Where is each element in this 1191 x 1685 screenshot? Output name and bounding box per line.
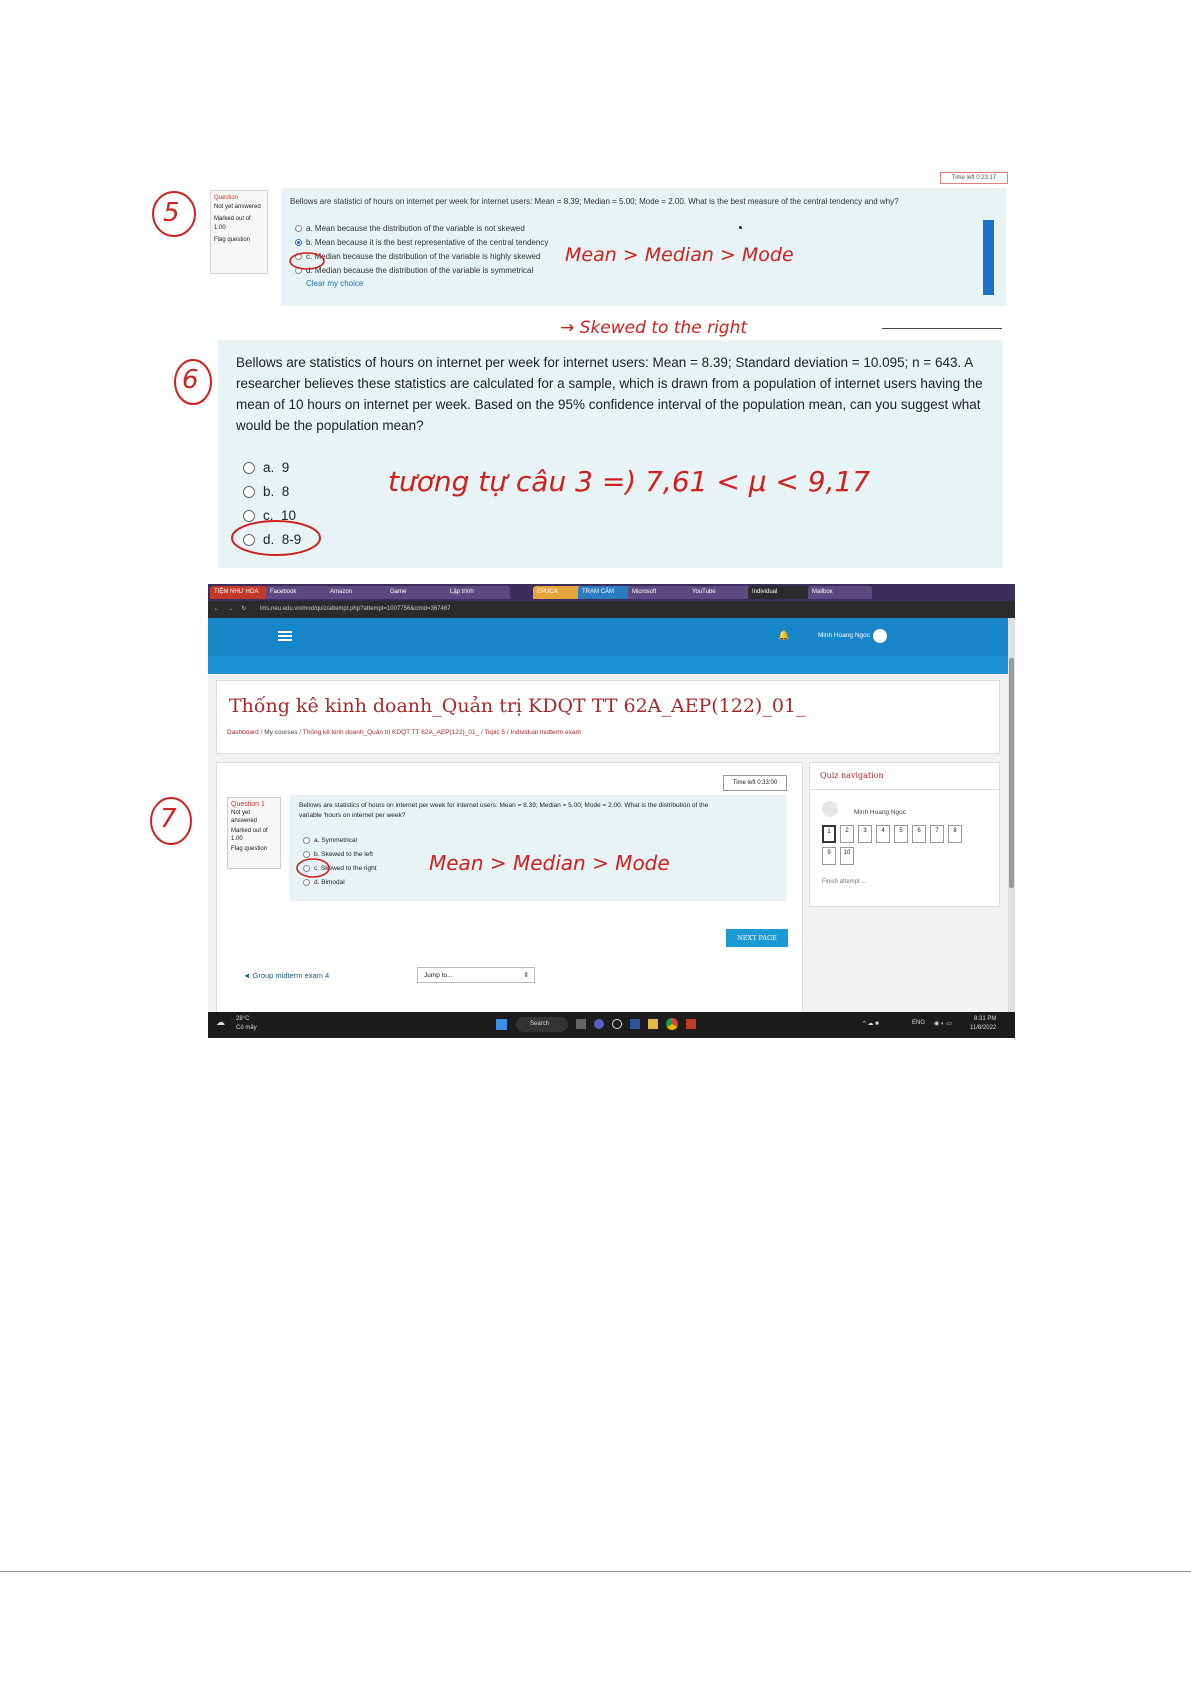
hamburger-menu-bar	[278, 635, 292, 637]
q7-note: Mean > Median > Mode	[429, 851, 670, 875]
q5-timer: Time left 0:23:17	[940, 172, 1008, 184]
q7-option-b[interactable]: b. Skewed to the left	[303, 851, 373, 858]
q6-option-d[interactable]: d. 8-9	[243, 529, 301, 550]
file-explorer-icon[interactable]	[648, 1019, 658, 1029]
clock-date[interactable]: 11/8/2022	[970, 1025, 997, 1031]
quiz-nav-box-8[interactable]: 8	[948, 825, 962, 843]
weather-temp: 28°C	[236, 1016, 250, 1022]
q7-timer: Time left 0:33:00	[723, 775, 787, 791]
q7-radio-d[interactable]	[303, 879, 310, 886]
tab-7[interactable]: Microsoft	[628, 586, 692, 599]
quiz-nav-title: Quiz navigation	[820, 771, 884, 780]
q6-radio-b[interactable]	[243, 486, 255, 498]
q5-info-marked: Marked out of 1.00	[214, 216, 251, 231]
edge-icon[interactable]	[612, 1019, 622, 1029]
browser-screenshot	[208, 584, 1015, 1038]
word-icon[interactable]	[630, 1019, 640, 1029]
q5-note-skewed: → Skewed to the right	[560, 318, 748, 338]
q7-option-c[interactable]: c. Skewed to the right	[303, 865, 377, 872]
q7-radio-a[interactable]	[303, 837, 310, 844]
forward-icon[interactable]: →	[227, 606, 234, 612]
tray-icons[interactable]: ^ ☁ ■	[863, 1021, 879, 1027]
q5-flag-question[interactable]: Flag question	[214, 237, 251, 243]
tab-4[interactable]: Lập trình	[446, 586, 510, 599]
q7-info-label: Question 1	[231, 801, 265, 808]
q6-radio-a[interactable]	[243, 462, 255, 474]
breadcrumb-course[interactable]: Thống kê kinh doanh_Quản trị KDQT TT 62A_AEP(122)_01_	[302, 729, 480, 736]
quiz-nav-box-4[interactable]: 4	[876, 825, 890, 843]
page-scrollbar-thumb[interactable]	[1009, 658, 1014, 888]
q6-option-c[interactable]: c. 10	[243, 505, 296, 526]
url-text[interactable]: lms.neu.edu.vn/mod/quiz/attempt.php?attempt=1007756&cmid=367467	[260, 606, 451, 612]
site-navbar	[208, 618, 1008, 656]
q5-radio-a[interactable]	[295, 225, 302, 232]
breadcrumb-dashboard[interactable]: Dashboard	[227, 729, 259, 736]
page-divider	[0, 1571, 1191, 1572]
chat-icon[interactable]	[594, 1019, 604, 1029]
q7-question-box	[289, 795, 787, 901]
quiz-nav-box-3[interactable]: 3	[858, 825, 872, 843]
q6-option-a[interactable]: a. 9	[243, 457, 289, 478]
q5-radio-b[interactable]	[295, 239, 302, 246]
select-arrow-icon: ⇕	[523, 972, 529, 979]
q5-underline	[882, 328, 1002, 329]
jump-to-select[interactable]	[417, 967, 535, 983]
q5-option-c[interactable]: c. Median because the distribution of the variable is highly skewed	[295, 252, 540, 261]
q7-option-a[interactable]: a. Symmetrical	[303, 837, 357, 844]
q6-note: tương tự câu 3 =) 7,61 < μ < 9,17	[388, 465, 871, 498]
q5-question-text: Bellows are statistici of hours on internet per week for internet users: Mean = 8.39; Median = 5.00; Mode = 2.00. What is the best measure of the central tendency and why?	[290, 197, 899, 206]
quiz-nav-box-10[interactable]: 10	[840, 847, 854, 865]
jump-to-label: Jump to...	[424, 972, 453, 979]
q5-option-a[interactable]: a. Mean because the distribution of the variable is not skewed	[295, 224, 525, 233]
q5-option-b[interactable]: b. Mean because it is the best representative of the central tendency	[295, 238, 548, 247]
chrome-icon[interactable]	[666, 1018, 678, 1030]
banner-strip	[208, 656, 1008, 674]
quiz-nav-box-9[interactable]: 9	[822, 847, 836, 865]
tab-8[interactable]: YouTube	[688, 586, 752, 599]
quiz-nav-divider	[810, 789, 999, 790]
q7-info	[227, 797, 281, 869]
tab-6[interactable]: TRẠM CẢM	[578, 586, 632, 599]
user-name[interactable]: Minh Hoang Ngoc	[818, 632, 871, 639]
browser-url-bar[interactable]	[208, 601, 1015, 618]
tab-2[interactable]: Amazon	[326, 586, 390, 599]
start-icon[interactable]	[496, 1019, 507, 1030]
quiz-nav-box-1[interactable]: 1	[822, 825, 836, 843]
app-icon[interactable]	[686, 1019, 696, 1029]
taskbar-search[interactable]	[516, 1017, 568, 1032]
q5-info-label: Question	[214, 195, 239, 201]
next-page-button[interactable]: NEXT PAGE	[726, 929, 788, 947]
q5-info-status: Not yet answered	[214, 204, 261, 210]
quiz-nav-box-5[interactable]: 5	[894, 825, 908, 843]
q7-info-status: Not yet answered	[231, 810, 258, 824]
quiz-nav-box-7[interactable]: 7	[930, 825, 944, 843]
task-view-icon[interactable]	[576, 1019, 586, 1029]
q7-question-text: Bellows are statistics of hours on internet per week for internet users: Mean = 8.39; Median = 5.00; Mode = 2.00. What is the distribution of the variable 'hours on internet per week?	[299, 802, 709, 819]
q5-clear-choice[interactable]: Clear my choice	[306, 279, 364, 288]
breadcrumb-exam[interactable]: Individual midterm exam	[510, 729, 581, 736]
tab-0[interactable]: TIỆM NHƯ HOA	[210, 586, 268, 599]
quiz-navigation	[809, 762, 1000, 907]
browser-tab-bar	[208, 584, 1015, 601]
breadcrumb: Dashboard / My courses / Thống kê kinh doanh_Quản trị KDQT TT 62A_AEP(122)_01_ / Topic 5 / Individual midterm exam	[227, 729, 581, 736]
finish-attempt-link[interactable]: Finish attempt ...	[822, 879, 867, 885]
q5-info	[210, 190, 268, 274]
q6-option-d-circle	[228, 518, 328, 558]
prev-activity-link[interactable]: ◄ Group midterm exam 4	[243, 971, 330, 980]
taskbar-search-label: Search	[530, 1021, 550, 1027]
language[interactable]: ENG	[912, 1020, 926, 1026]
back-icon[interactable]: ←	[214, 606, 220, 612]
reload-icon[interactable]: ↻	[241, 606, 247, 612]
breadcrumb-my-courses[interactable]: My courses	[264, 729, 298, 736]
q5-scrollbar[interactable]	[983, 220, 994, 295]
network-icon[interactable]: ◉ ◐ ▭	[934, 1021, 952, 1027]
page-scrollbar-track[interactable]	[1008, 618, 1015, 1012]
notification-bell-icon[interactable]: 🔔	[778, 630, 790, 640]
avatar[interactable]	[873, 629, 887, 643]
quiz-content	[216, 762, 803, 1022]
q5-note-order: Mean > Median > Mode	[565, 244, 794, 266]
q7-marker: 7	[160, 804, 177, 834]
quiz-nav-box-2[interactable]: 2	[840, 825, 854, 843]
q6-marker: 6	[182, 365, 199, 395]
tab-1[interactable]: Facebook	[266, 586, 330, 599]
q5-option-c-circle	[288, 250, 328, 272]
q5-dot	[739, 226, 742, 229]
clock-time[interactable]: 8:31 PM	[974, 1016, 997, 1022]
quiz-nav-avatar	[822, 801, 838, 817]
q7-option-c-circle	[295, 857, 333, 879]
quiz-nav-box-6[interactable]: 6	[912, 825, 926, 843]
tab-10[interactable]: Mailbox	[808, 586, 872, 599]
breadcrumb-topic[interactable]: Topic 5	[484, 729, 506, 736]
q7-option-d[interactable]: d. Bimodal	[303, 879, 345, 886]
tab-9[interactable]: Individual	[748, 586, 812, 599]
course-title: Thống kê kinh doanh_Quản trị KDQT TT 62A_AEP(122)_01_	[229, 695, 806, 717]
q7-flag-question[interactable]: Flag question	[231, 846, 268, 852]
q5-marker: 5	[163, 198, 180, 228]
tab-5[interactable]: EPUCA	[533, 586, 581, 599]
quiz-nav-user: Minh Hoang Ngoc	[854, 809, 907, 816]
q7-info-marked: Marked out of 1.00	[231, 828, 268, 842]
q5-option-d[interactable]: d. Median because the distribution of the variable is symmetrical	[295, 266, 533, 275]
course-header	[216, 680, 1000, 754]
tab-3[interactable]: Game	[386, 586, 450, 599]
weather-icon[interactable]: ☁	[216, 1017, 225, 1027]
q6-question-box	[218, 340, 1003, 568]
weather-desc: Có mây	[236, 1025, 257, 1031]
q6-option-b[interactable]: b. 8	[243, 481, 289, 502]
q6-question-text: Bellows are statistics of hours on internet per week for internet users: Mean = 8.39; Standard deviation = 10.095; n = 643. A researcher believes these statistics are calculated for a sample, which is drawn from a population of internet users having the mean of 10 hours on internet per week. Based on the 95% confidence interval of the population mean, can you suggest what would be the population mean?	[236, 355, 983, 433]
windows-taskbar	[208, 1012, 1015, 1038]
